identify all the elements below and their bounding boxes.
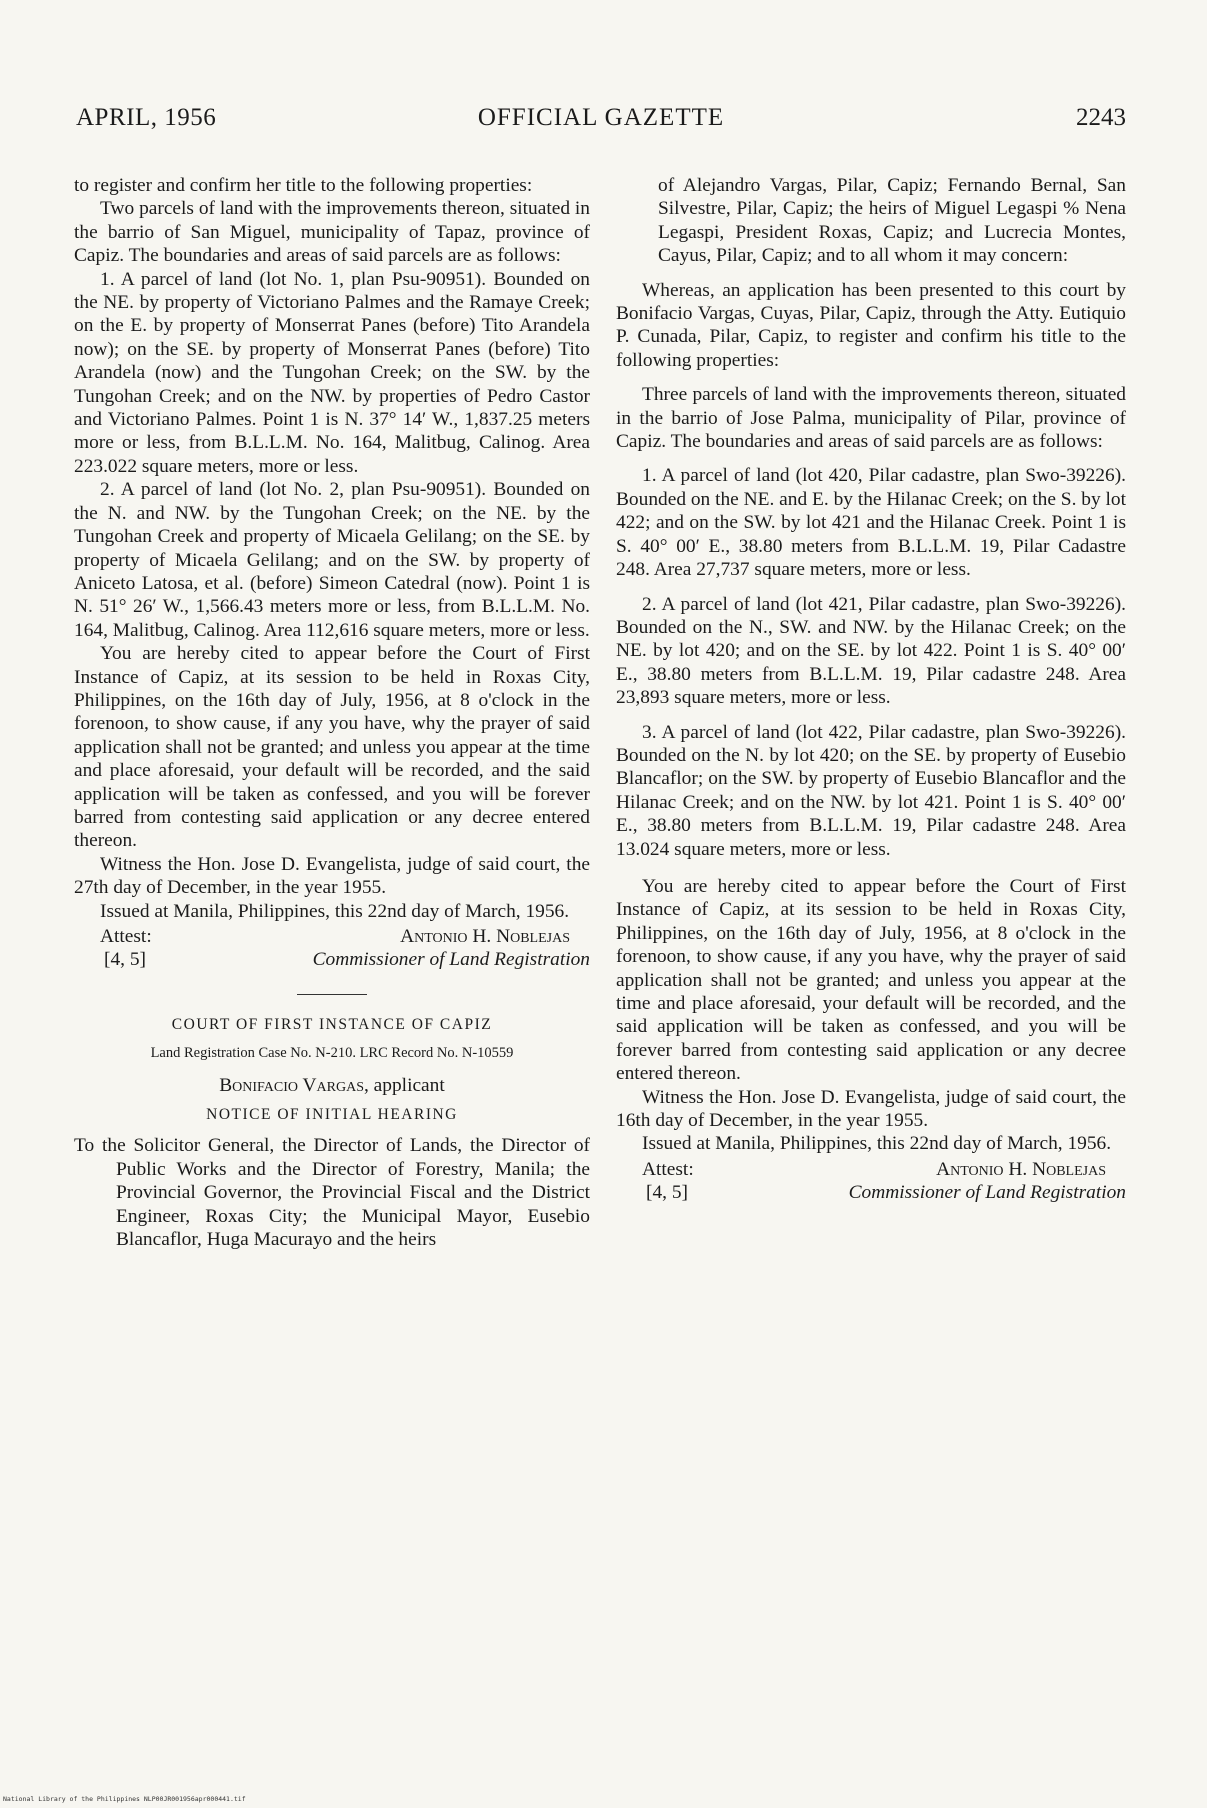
applicant-role: , applicant [363,1074,445,1096]
publication-title: OFFICIAL GAZETTE [477,104,725,131]
issue-date: APRIL, 1956 [76,104,217,131]
left-column [74,174,590,1251]
issue-reference: [4, 5] [646,1182,689,1204]
case-line: Land Registration Case No. N-210. LRC Record No. N-10559 [150,1045,514,1062]
issue-reference: [4, 5] [104,949,147,971]
signatory-title: Commissioner of Land Registration [848,1182,1126,1204]
signatory-title: Commissioner of Land Registration [312,949,590,971]
attest-line [616,1158,1126,1181]
addressee-continuation: of Alejandro Vargas, Pilar, Capiz; Fernando Bernal, San Silvestre, Pilar, Capiz; the heirs of Miguel Legaspi % Nena Legaspi, President Roxas, Capiz; and Lucrecia Montes, Cayus, Pilar, Capiz; and to all whom it may concern: [658,175,1126,267]
issued-paragraph: Issued at Manila, Philippines, this 22nd day of March, 1956. [100,900,570,922]
applicant-name: Bonifacio Vargas [219,1074,364,1096]
parcel-3-description: 3. A parcel of land (lot 422, Pilar cadastre, plan Swo-39226). Bounded on the N. by lot 420; on the SE. by property of Eusebio Blancaflor; on the SW. by property of Eusebio Blancaflor and the Hilanac Creek; and on the NW. by lot 421. Point 1 is S. 40° 00′ E., 38.80 meters from B.L.L.M. 19, Pilar cadastre 248. Area 13.024 square meters, more or less. [616,721,1126,860]
witness-paragraph: Witness the Hon. Jose D. Evangelista, judge of said court, the 16th day of December, in the year 1955. [616,1086,1126,1132]
signature-row [74,948,590,971]
paragraph: to register and confirm her title to the following properties: [74,175,533,196]
applicant-line [74,1074,590,1097]
attest-line [74,925,590,948]
parcel-2-description: 2. A parcel of land (lot 421, Pilar cadastre, plan Swo-39226). Bounded on the N., SW. and NW. by the Hilanac Creek; on the NE. by lot 420; and on the SE. by lot 422. Point 1 is S. 40° 00′ E., 38.80 meters from B.L.L.M. 19, Pilar cadastre 248. Area 23,893 square meters, more or less. [616,593,1126,709]
whereas-paragraph: Whereas, an application has been presented to this court by Bonifacio Vargas, Cuyas, Pilar, Capiz, through the Atty. Eutiquio P. Cunada, Pilar, Capiz, to register and confirm his title to the following properties: [616,279,1126,371]
issued-paragraph: Issued at Manila, Philippines, this 22nd day of March, 1956. [642,1133,1112,1155]
paragraph: Three parcels of land with the improvements thereon, situated in the barrio of Jose Palma, municipality of Pilar, province of Capiz. The boundaries and areas of said parcels are as follows: [616,384,1126,453]
section-divider [297,994,367,995]
page-number: 2243 [1076,104,1126,131]
right-column [616,174,1126,1205]
citation-paragraph: You are hereby cited to appear before the Court of First Instance of Capiz, at its session to be held in Roxas City, Philippines, on the 16th day of July, 1956, at 8 o'clock in the forenoon, to show cause, if any you have, why the prayer of said application shall not be granted; and unless you appear at the time and place aforesaid, your default will be recorded, and the said application will be taken as confessed, and you will be forever barred from contesting said application or any decree entered thereon. [616,875,1126,1085]
signature-row [616,1181,1126,1204]
scan-footer: National Library of the Philippines NLP00JR001956apr000441.tif [3,1795,246,1803]
paragraph: Two parcels of land with the improvements thereon, situated in the barrio of San Miguel, municipality of Tapaz, province of Capiz. The boundaries and areas of said parcels are as follows: [74,198,590,267]
parcel-1-description: 1. A parcel of land (lot No. 1, plan Psu-90951). Bounded on the NE. by property of Victoriano Palmes and the Ramaye Creek; on the E. by property of Monserrat Panes (before) Tito Arandela now); on the SE. by property of Monserrat Panes (before) Tito Arandela (now) and the Tungohan Creek; on the SW. by the Tungohan Creek; and on the NW. by properties of Pedro Castor and Victoriano Palmes. Point 1 is N. 37° 14′ W., 1,837.25 meters more or less, from B.L.L.M. No. 164, Malitbug, Calinog. Area 223.022 square meters, more or less. [74,268,590,477]
page-header [76,104,1126,140]
witness-paragraph: Witness the Hon. Jose D. Evangelista, judge of said court, the 27th day of December, in the year 1955. [74,853,590,899]
attest-label: Attest: [100,926,152,947]
court-heading: COURT OF FIRST INSTANCE OF CAPIZ [171,1015,493,1033]
parcel-2-description: 2. A parcel of land (lot No. 2, plan Psu-90951). Bounded on the N. and NW. by the Tungohan Creek; on the NE. by the Tungohan Creek and property of Micaela Gelilang; on the SE. by property of Micaela Gelilang; and on the SW. by property of Aniceto Latosa, et al. (before) Simeon Catedral (now). Point 1 is N. 51° 26′ W., 1,566.43 meters more or less, from B.L.L.M. No. 164, Malitbug, Calinog. Area 112,616 square meters, more or less. [74,479,590,641]
attest-label: Attest: [642,1158,694,1180]
addressee-paragraph: To the Solicitor General, the Director of Lands, the Director of Public Works and the Director of Forestry, Manila; the Provincial Governor, the Provincial Fiscal and the District Engineer, Roxas City; the Municipal Mayor, Eusebio Blancaflor, Huga Macurayo and the heirs [74,1135,590,1251]
attest-signatory: Antonio H. Noblejas [936,1158,1106,1180]
parcel-1-description: 1. A parcel of land (lot 420, Pilar cadastre, plan Swo-39226). Bounded on the NE. and E. by the Hilanac Creek; on the S. by lot 422; and on the SW. by lot 421 and the Hilanac Creek. Point 1 is S. 40° 00′ E., 38.80 meters from B.L.L.M. 19, Pilar Cadastre 248. Area 27,737 square meters, more or less. [616,465,1126,581]
attest-signatory: Antonio H. Noblejas [400,926,570,947]
citation-paragraph: You are hereby cited to appear before the Court of First Instance of Capiz, at its session to be held in Roxas City, Philippines, on the 16th day of July, 1956, at 8 o'clock in the forenoon, to show cause, if any you have, why the prayer of said application shall not be granted; and unless you appear at the time and place aforesaid, your default will be recorded, and the said application will be taken as confessed, and you will be forever barred from contesting said application or any decree entered thereon. [74,643,590,852]
notice-heading: NOTICE OF INITIAL HEARING [206,1106,458,1124]
